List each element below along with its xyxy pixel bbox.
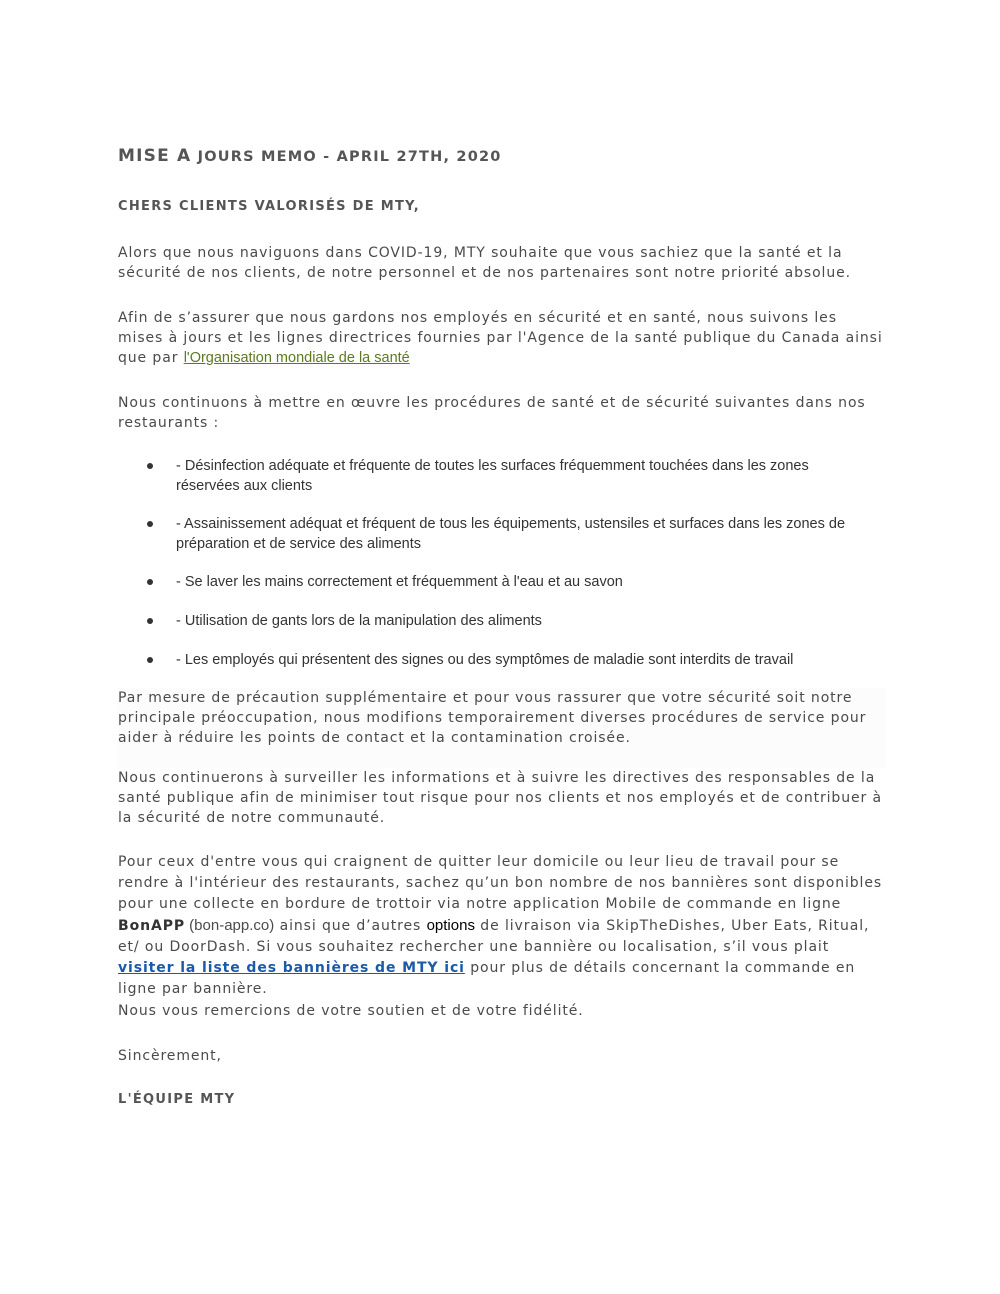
memo-title bbox=[118, 146, 502, 166]
list-item-text: - Se laver les mains correctement et fréquemment à l'eau et au savon bbox=[176, 574, 623, 590]
list-item bbox=[118, 456, 866, 496]
list-item bbox=[118, 514, 866, 554]
list-item bbox=[118, 611, 866, 631]
memo-title-first: MISE A bbox=[118, 146, 192, 166]
delivery-text-a: Pour ceux d'entre vous qui craignent de quitter leur domicile ou leur lieu de travail pour se rendre à l'intérieur des restaurants, sachez qu’un bon nombre de nos bannières sont disponibles pour une collecte en bordure de trottoir via notre application Mobile de commande en ligne bbox=[118, 854, 883, 912]
bonapp-name: BonAPP bbox=[118, 918, 186, 934]
paragraph-priority: Alors que nous naviguons dans COVID-19, MTY souhaite que vous sachiez que la santé et la sécurité de nos clients, de notre personnel et de nos partenaires sont notre priorité absolue. bbox=[118, 245, 851, 281]
list-item-text: - Utilisation de gants lors de la manipulation des aliments bbox=[176, 613, 542, 629]
delivery-text-c: de livraison via SkipTheDishes, Uber Eats, Ritual, et/ ou DoorDash. Si vous souhaitez rechercher une bannière ou localisation, s’il vous plait bbox=[118, 918, 870, 955]
bullet-dot bbox=[147, 521, 153, 527]
paragraph-sincerely: Sincèrement, bbox=[118, 1048, 222, 1064]
bullet-dot bbox=[147, 618, 153, 624]
bullet-dot bbox=[147, 463, 153, 469]
procedures-list bbox=[118, 456, 886, 670]
paragraph-precaution: Par mesure de précaution supplémentaire et pour vous rassurer que votre sécurité soit notre principale préoccupation, nous modifions temporairement diverses procédures de service pour aider à réduire les points de contact et la contamination croisée. bbox=[118, 688, 886, 768]
list-item-text: - Désinfection adéquate et fréquente de toutes les surfaces fréquemment touchées dans les zones réservées aux clients bbox=[176, 458, 809, 494]
greeting: CHERS CLIENTS VALORISÉS DE MTY, bbox=[118, 199, 420, 214]
list-item-text: - Assainissement adéquat et fréquent de tous les équipements, ustensiles et surfaces dans les zones de préparation et de service des aliments bbox=[176, 516, 846, 552]
bullet-dot bbox=[147, 657, 153, 663]
who-link[interactable]: l'Organisation mondiale de la santé bbox=[183, 350, 410, 366]
paragraph-delivery bbox=[118, 852, 886, 1000]
banners-list-link[interactable]: visiter la liste des bannières de MTY ici bbox=[118, 960, 465, 976]
paragraph-monitoring: Nous continuerons à surveiller les informations et à suivre les directives des responsables de la santé publique afin de minimiser tout risque pour nos clients et nos employés et de contribuer à la sécurité de notre communauté. bbox=[118, 770, 882, 826]
paragraph-guidelines bbox=[118, 308, 886, 368]
list-item bbox=[118, 572, 866, 592]
signature-team: L'ÉQUIPE MTY bbox=[118, 1092, 236, 1107]
delivery-text-d: pour plus de détails concernant la commande en ligne par bannière. bbox=[118, 960, 856, 997]
list-item bbox=[118, 650, 866, 670]
memo-title-rest: JOURS MEMO - APRIL 27TH, 2020 bbox=[191, 149, 502, 165]
bonapp-url: (bon-app.co) bbox=[185, 917, 275, 934]
paragraph-procedures-intro: Nous continuons à mettre en œuvre les procédures de santé et de sécurité suivantes dans nos restaurants : bbox=[118, 395, 866, 431]
delivery-text-b: ainsi que d’autres bbox=[274, 918, 427, 934]
list-item-text: - Les employés qui présentent des signes ou des symptômes de maladie sont interdits de travail bbox=[176, 652, 794, 668]
paragraph-thanks: Nous vous remercions de votre soutien et de votre fidélité. bbox=[118, 1003, 584, 1019]
options-word: options bbox=[426, 917, 475, 934]
guidelines-text: Afin de s’assurer que nous gardons nos employés en sécurité et en santé, nous suivons les mises à jours et les lignes directrices fournies par l'Agence de la santé publique du Canada ainsi que par bbox=[118, 310, 883, 366]
bullet-dot bbox=[147, 579, 153, 585]
